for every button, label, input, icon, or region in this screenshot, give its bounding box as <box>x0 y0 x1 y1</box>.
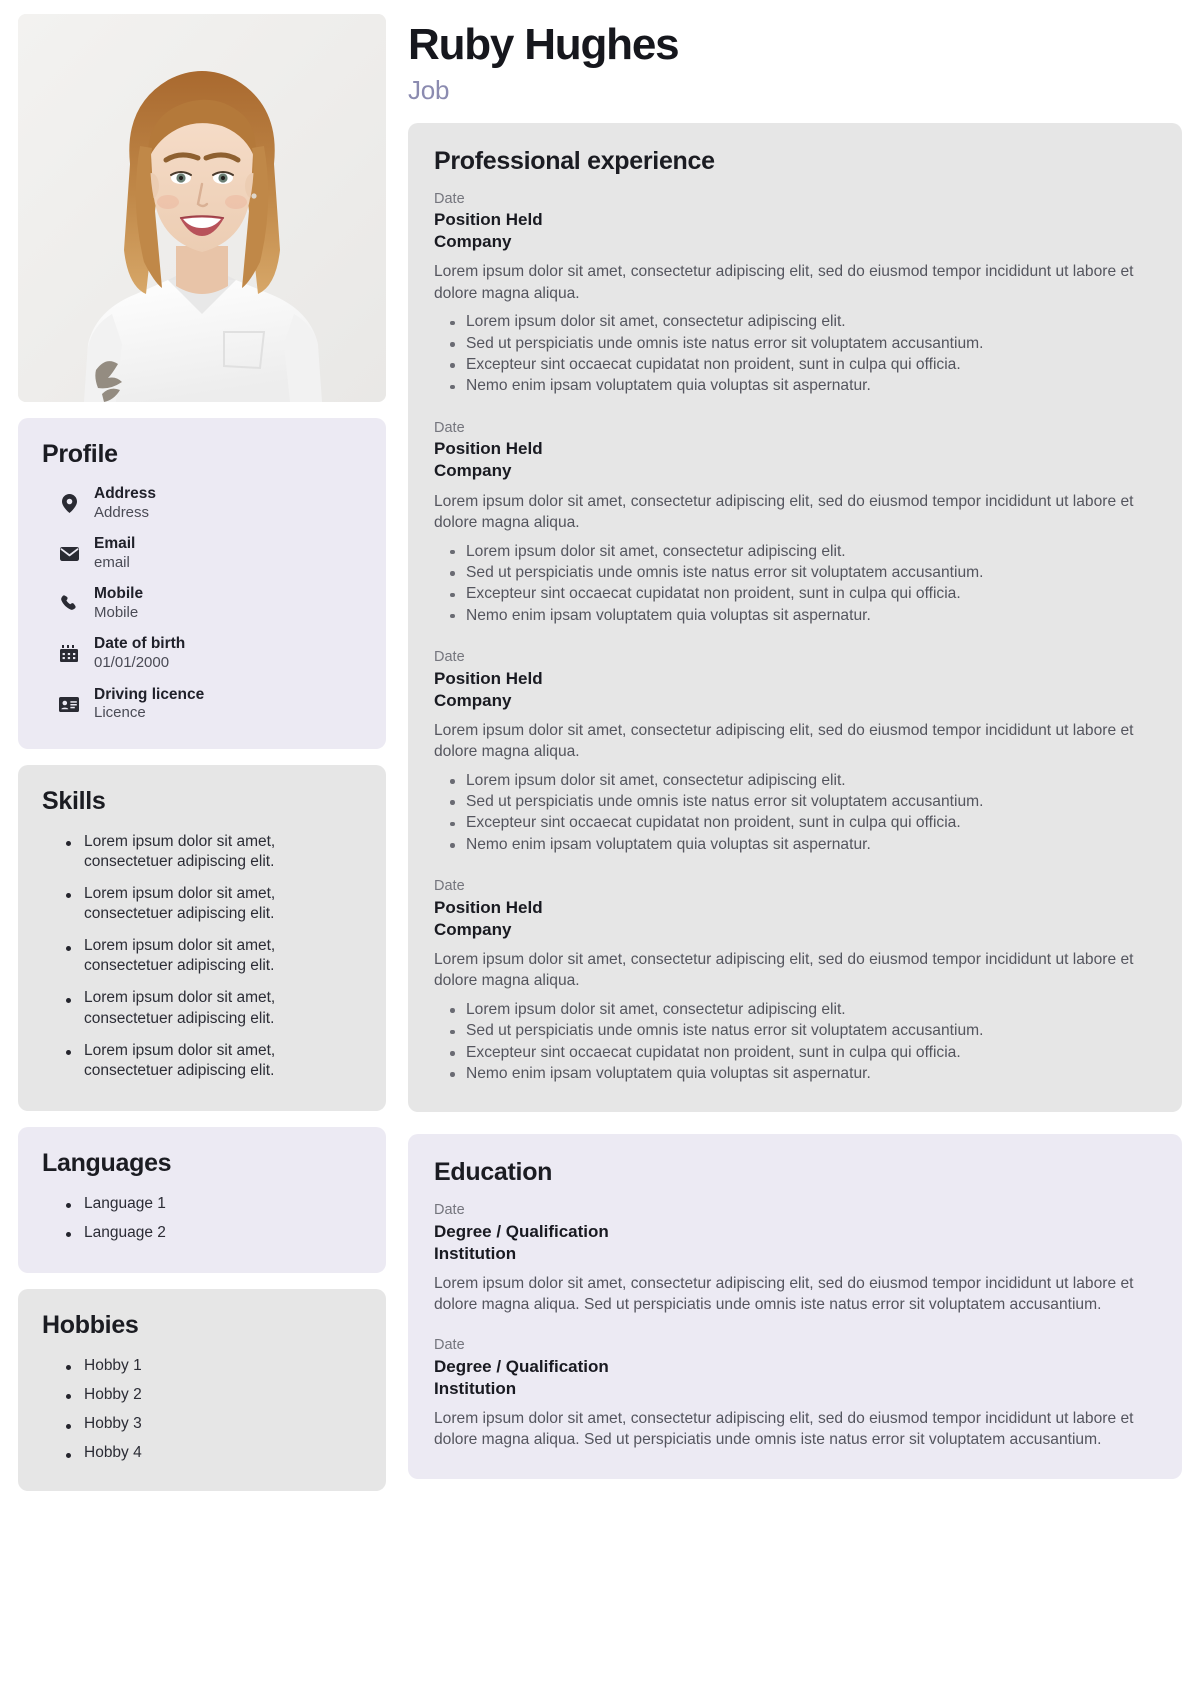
experience-entry <box>434 419 1156 626</box>
skills-card <box>18 765 386 1111</box>
list-item: Lorem ipsum dolor sit amet, consectetur adipiscing elit. <box>444 541 1156 562</box>
entry-degree: Degree / Qualification <box>434 1356 609 1376</box>
entry-institution: Institution <box>434 1378 517 1398</box>
entry-description: Lorem ipsum dolor sit amet, consectetur adipiscing elit, sed do eiusmod tempor incididunt ut labore et dolore magna aliqua. <box>434 263 1134 302</box>
profile-value: Licence <box>94 704 146 722</box>
profile-value: email <box>94 553 130 571</box>
id-card-icon <box>58 697 80 712</box>
entry-description: Lorem ipsum dolor sit amet, consectetur adipiscing elit, sed do eiusmod tempor incididunt ut labore et dolore magna aliqua. Sed ut perspiciatis unde omnis iste natus error sit voluptatem accusantium. <box>434 1409 1134 1449</box>
entry-description: Lorem ipsum dolor sit amet, consectetur adipiscing elit, sed do eiusmod tempor incididunt ut labore et dolore magna aliqua. <box>434 950 1134 990</box>
entry-position: Position Held <box>434 439 543 459</box>
profile-title: Profile <box>42 440 118 468</box>
profile-row-address <box>42 485 362 522</box>
education-title: Education <box>434 1158 553 1187</box>
list-item: Excepteur sint occaecat cupidatat non proident, sunt in culpa qui officia. <box>444 1042 1156 1063</box>
entry-bullets <box>434 999 1156 1084</box>
list-item: Hobby 2 <box>62 1385 362 1405</box>
entry-position: Position Held <box>434 668 543 688</box>
languages-list <box>42 1194 362 1243</box>
languages-card <box>18 1127 386 1273</box>
list-item: Lorem ipsum dolor sit amet, consectetuer adipiscing elit. <box>62 936 347 976</box>
list-item: Excepteur sint occaecat cupidatat non proident, sunt in culpa qui officia. <box>444 354 1156 375</box>
profile-label: Driving licence <box>94 685 205 703</box>
location-pin-icon <box>58 494 80 513</box>
experience-card <box>408 123 1182 1113</box>
profile-label: Mobile <box>94 585 144 603</box>
experience-title: Professional experience <box>434 146 715 175</box>
education-entry <box>434 1201 1156 1316</box>
page-title: Ruby Hughes <box>408 20 679 69</box>
list-item: Hobby 3 <box>62 1414 362 1434</box>
entry-bullets <box>434 311 1156 396</box>
entry-company: Company <box>434 690 512 710</box>
hobbies-card <box>18 1289 386 1491</box>
entry-date: Date <box>434 1202 465 1219</box>
education-entry <box>434 1336 1156 1451</box>
entry-description: Lorem ipsum dolor sit amet, consectetur adipiscing elit, sed do eiusmod tempor incididunt ut labore et dolore magna aliqua. <box>434 721 1134 761</box>
entry-description: Lorem ipsum dolor sit amet, consectetur adipiscing elit, sed do eiusmod tempor incididunt ut labore et dolore magna aliqua. Sed ut perspiciatis unde omnis iste natus error sit voluptatem accusantium. <box>434 1274 1134 1314</box>
list-item: Sed ut perspiciatis unde omnis iste natus error sit voluptatem accusantium. <box>444 1020 1156 1041</box>
experience-entry <box>434 190 1156 397</box>
list-item: Nemo enim ipsam voluptatem quia voluptas sit aspernatur. <box>444 1063 1156 1084</box>
envelope-icon <box>58 547 80 561</box>
list-item: Nemo enim ipsam voluptatem quia voluptas sit aspernatur. <box>444 605 1156 626</box>
entry-date: Date <box>434 1336 465 1353</box>
profile-value: 01/01/2000 <box>94 654 170 672</box>
list-item: Language 1 <box>62 1194 362 1214</box>
header <box>408 14 1182 123</box>
entry-institution: Institution <box>434 1243 517 1263</box>
profile-row-dob <box>42 635 362 672</box>
entry-date: Date <box>434 878 465 895</box>
list-item: Lorem ipsum dolor sit amet, consectetuer adipiscing elit. <box>62 1041 347 1081</box>
entry-bullets <box>434 770 1156 855</box>
entry-date: Date <box>434 648 465 665</box>
education-card <box>408 1134 1182 1478</box>
calendar-icon <box>58 645 80 662</box>
list-item: Lorem ipsum dolor sit amet, consectetuer adipiscing elit. <box>62 832 347 872</box>
list-item: Excepteur sint occaecat cupidatat non proident, sunt in culpa qui officia. <box>444 583 1156 604</box>
entry-company: Company <box>434 919 512 939</box>
profile-value: Address <box>94 503 150 521</box>
list-item: Nemo enim ipsam voluptatem quia voluptas sit aspernatur. <box>444 834 1156 855</box>
left-sidebar <box>18 14 386 1491</box>
list-item: Hobby 4 <box>62 1443 362 1463</box>
list-item: Lorem ipsum dolor sit amet, consectetuer adipiscing elit. <box>62 988 347 1028</box>
list-item: Lorem ipsum dolor sit amet, consectetur adipiscing elit. <box>444 999 1156 1020</box>
profile-label: Email <box>94 534 136 552</box>
education-wrapper <box>408 1134 1182 1478</box>
list-item: Sed ut perspiciatis unde omnis iste natus error sit voluptatem accusantium. <box>444 562 1156 583</box>
entry-position: Position Held <box>434 897 543 917</box>
entry-date: Date <box>434 419 465 436</box>
experience-entry <box>434 648 1156 855</box>
job-subtitle: Job <box>408 75 450 106</box>
profile-row-mobile <box>42 585 362 622</box>
profile-label: Date of birth <box>94 635 186 653</box>
profile-rows <box>42 485 362 723</box>
list-item: Sed ut perspiciatis unde omnis iste natus error sit voluptatem accusantium. <box>444 791 1156 812</box>
experience-entry <box>434 877 1156 1084</box>
entry-date: Date <box>434 190 465 207</box>
list-item: Nemo enim ipsam voluptatem quia voluptas sit aspernatur. <box>444 375 1156 396</box>
main-content <box>408 14 1182 1479</box>
entry-description: Lorem ipsum dolor sit amet, consectetur adipiscing elit, sed do eiusmod tempor incididunt ut labore et dolore magna aliqua. <box>434 492 1134 532</box>
skills-title: Skills <box>42 786 106 815</box>
profile-card <box>18 418 386 749</box>
profile-row-driving-licence <box>42 686 362 723</box>
portrait-photo-illustration <box>18 14 386 402</box>
list-item: Sed ut perspiciatis unde omnis iste natus error sit voluptatem accusantium. <box>444 333 1156 354</box>
list-item: Lorem ipsum dolor sit amet, consectetuer adipiscing elit. <box>62 884 347 924</box>
hobbies-title: Hobbies <box>42 1310 139 1339</box>
list-item: Lorem ipsum dolor sit amet, consectetur adipiscing elit. <box>444 311 1156 332</box>
languages-title: Languages <box>42 1148 172 1177</box>
entry-degree: Degree / Qualification <box>434 1221 609 1241</box>
list-item: Language 2 <box>62 1223 362 1243</box>
profile-label: Address <box>94 484 157 502</box>
list-item: Hobby 1 <box>62 1356 362 1376</box>
hobbies-list <box>42 1356 362 1464</box>
profile-value: Mobile <box>94 604 139 622</box>
skills-list <box>42 832 362 1081</box>
list-item: Lorem ipsum dolor sit amet, consectetur adipiscing elit. <box>444 770 1156 791</box>
entry-company: Company <box>434 232 512 252</box>
profile-photo <box>18 14 386 402</box>
entry-position: Position Held <box>434 210 543 230</box>
list-item: Excepteur sint occaecat cupidatat non proident, sunt in culpa qui officia. <box>444 812 1156 833</box>
phone-icon <box>58 595 80 612</box>
profile-row-email <box>42 535 362 572</box>
entry-company: Company <box>434 461 512 481</box>
entry-bullets <box>434 541 1156 626</box>
